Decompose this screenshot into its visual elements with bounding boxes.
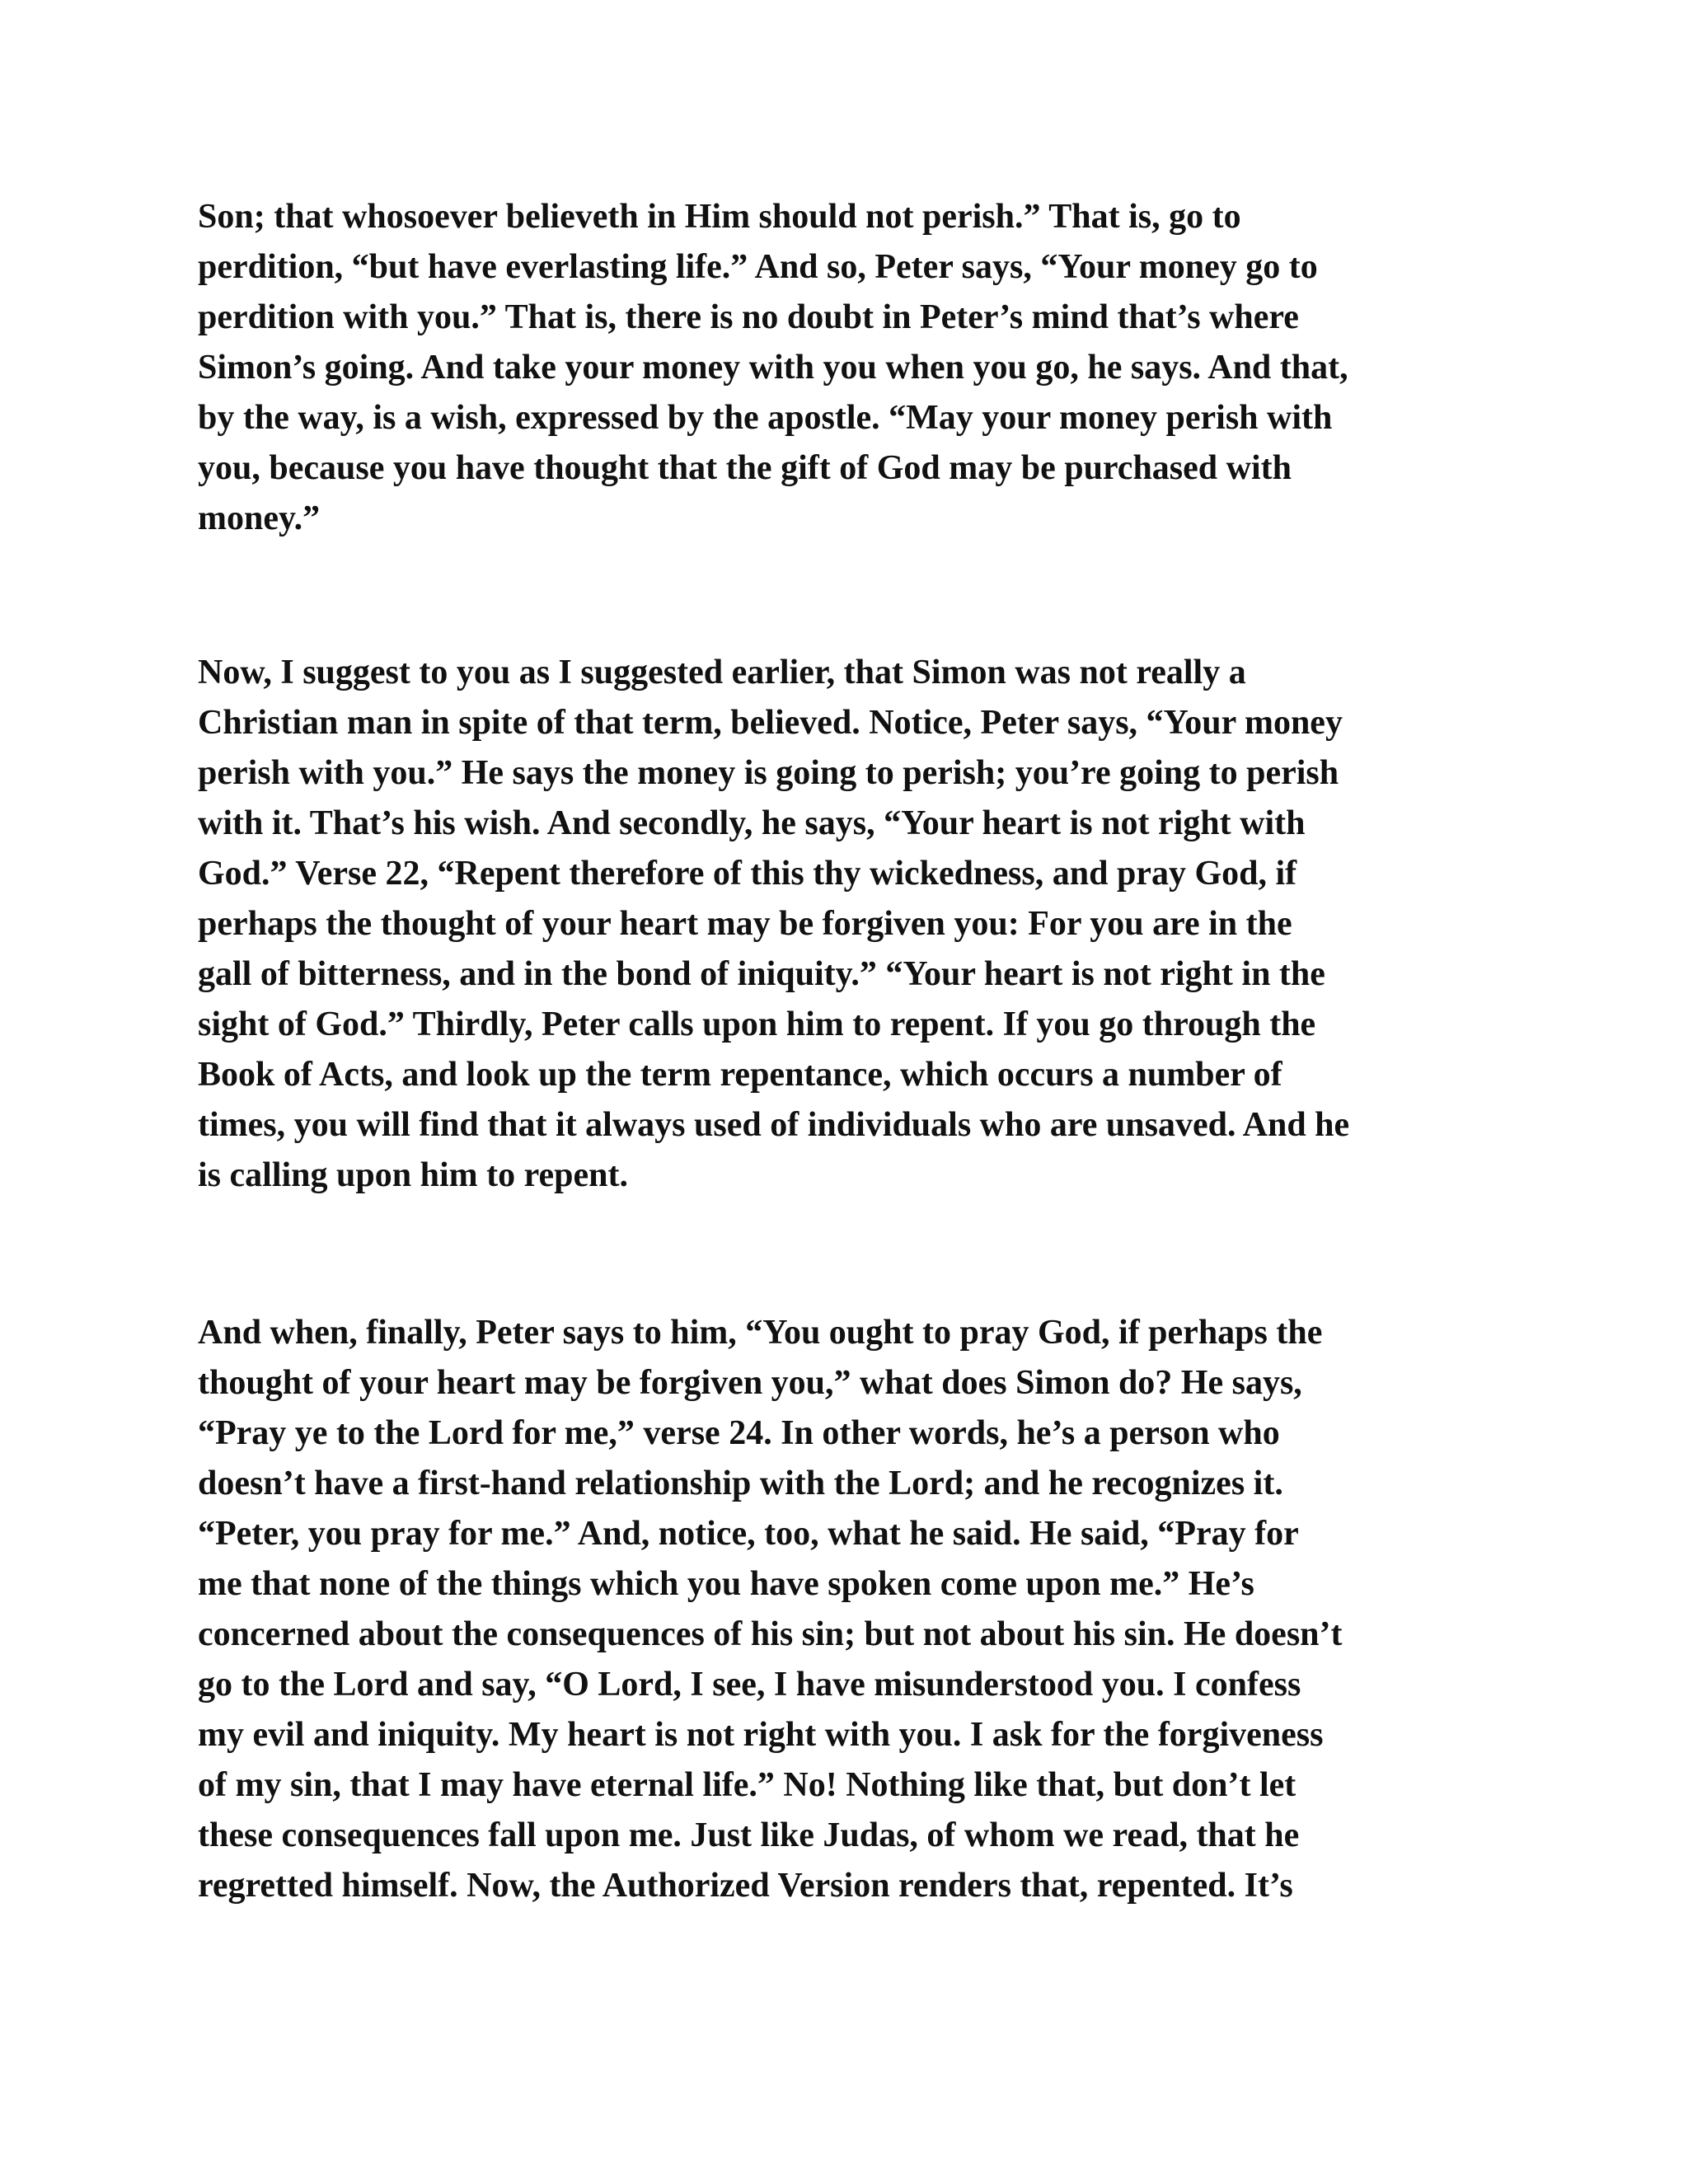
- text-line: Christian man in spite of that term, believed. Notice, Peter says, “Your money: [198, 704, 1343, 742]
- text-line: God.” Verse 22, “Repent therefore of this thy wickedness, and pray God, if: [198, 855, 1297, 893]
- text-line: sight of God.” Thirdly, Peter calls upon him to repent. If you go through the: [198, 1005, 1316, 1043]
- text-line: And when, finally, Peter says to him, “You ought to pray God, if perhaps the: [198, 1314, 1323, 1352]
- text-line: you, because you have thought that the gift of God may be purchased with: [198, 449, 1292, 487]
- text-line: Son; that whosoever believeth in Him should not perish.” That is, go to: [198, 198, 1241, 236]
- text-line: doesn’t have a first-hand relationship with the Lord; and he recognizes it.: [198, 1465, 1283, 1502]
- text-line: Simon’s going. And take your money with you when you go, he says. And that,: [198, 349, 1348, 387]
- text-line: concerned about the consequences of his sin; but not about his sin. He doesn’t: [198, 1615, 1343, 1653]
- text-line: regretted himself. Now, the Authorized Version renders that, repented. It’s: [198, 1867, 1293, 1905]
- text-line: thought of your heart may be forgiven you,” what does Simon do? He says,: [198, 1364, 1302, 1402]
- text-line: perdition with you.” That is, there is no doubt in Peter’s mind that’s where: [198, 298, 1299, 336]
- text-line: gall of bitterness, and in the bond of iniquity.” “Your heart is not right in the: [198, 955, 1325, 993]
- text-line: my evil and iniquity. My heart is not right with you. I ask for the forgiveness: [198, 1716, 1324, 1754]
- text-line: times, you will find that it always used of individuals who are unsaved. And he: [198, 1106, 1350, 1144]
- text-line: Now, I suggest to you as I suggested earlier, that Simon was not really a: [198, 654, 1246, 691]
- text-line: Book of Acts, and look up the term repentance, which occurs a number of: [198, 1056, 1282, 1094]
- text-line: these consequences fall upon me. Just like Judas, of whom we read, that he: [198, 1816, 1300, 1854]
- text-line: me that none of the things which you have spoken come upon me.” He’s: [198, 1565, 1254, 1603]
- paragraph-3: [198, 1308, 1517, 1911]
- text-line: perdition, “but have everlasting life.” And so, Peter says, “Your money go to: [198, 248, 1318, 286]
- paragraph-2: [198, 648, 1517, 1201]
- paragraph-1: [198, 192, 1517, 544]
- text-line: go to the Lord and say, “O Lord, I see, I have misunderstood you. I confess: [198, 1666, 1301, 1704]
- text-line: perhaps the thought of your heart may be forgiven you: For you are in the: [198, 905, 1292, 943]
- text-line: is calling upon him to repent.: [198, 1156, 628, 1194]
- text-line: perish with you.” He says the money is going to perish; you’re going to perish: [198, 754, 1339, 792]
- text-line: with it. That’s his wish. And secondly, he says, “Your heart is not right with: [198, 804, 1306, 842]
- text-line: by the way, is a wish, expressed by the apostle. “May your money perish with: [198, 399, 1333, 437]
- text-line: “Peter, you pray for me.” And, notice, too, what he said. He said, “Pray for: [198, 1515, 1299, 1553]
- text-line: money.”: [198, 499, 321, 537]
- text-line: of my sin, that I may have eternal life.” No! Nothing like that, but don’t let: [198, 1766, 1296, 1804]
- text-line: “Pray ye to the Lord for me,” verse 24. In other words, he’s a person who: [198, 1414, 1280, 1452]
